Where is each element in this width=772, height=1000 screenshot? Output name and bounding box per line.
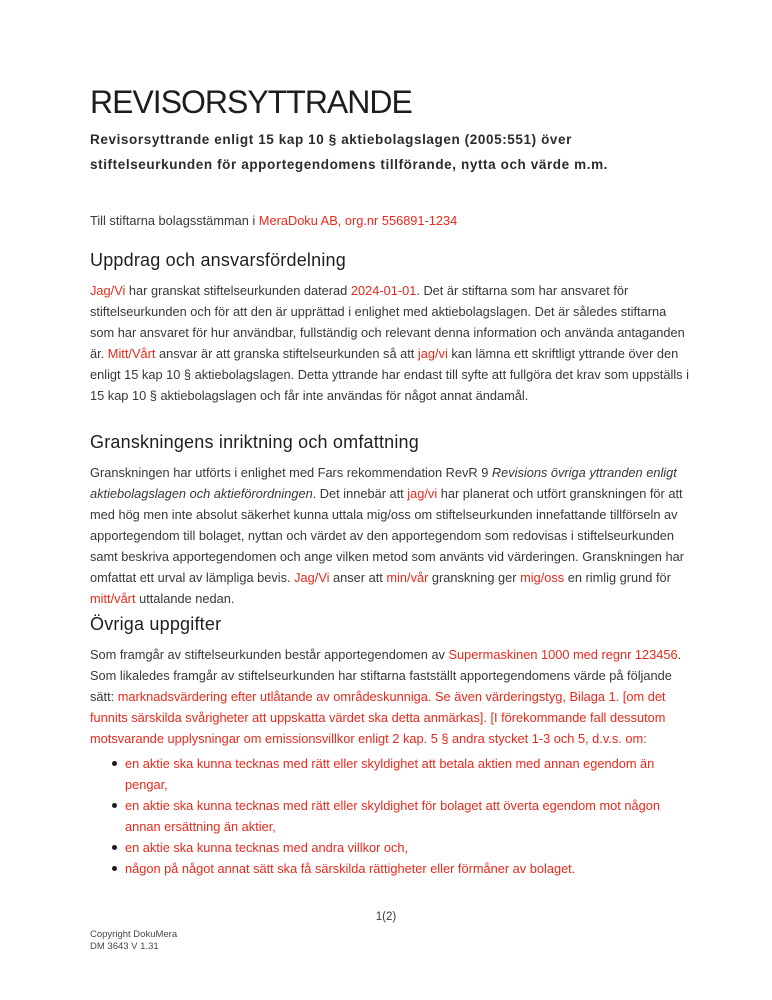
- text-run: kan lämna ett skriftligt yttrande över den enligt 15 kap 10 § aktiebolagslagen. Detta yttrande har endast till syfte att fullgöra det krav som uppställs i 15 kap 10 § aktiebolagslagen och får inte användas för något annat ändamål.: [90, 346, 689, 403]
- text-run: Revisions övriga yttranden enligt aktiebolagslagen och aktieförordningen: [90, 465, 677, 501]
- document-title: REVISORSYTTRANDE: [90, 84, 412, 120]
- text-run: Som framgår av stiftelseurkunden består apportegendomen av: [90, 647, 449, 662]
- section-paragraph: [90, 280, 689, 406]
- text-run: Jag/Vi: [294, 570, 330, 585]
- copyright-line: Copyright DokuMera: [90, 929, 178, 940]
- document-subtitle: Revisorsyttrande enligt 15 kap 10 § aktiebolagslagen (2005:551) över stiftelseurkunden för apportegendomens tillförande, nytta och värde m.m.: [90, 132, 609, 172]
- text-run: . Det är stiftarna som har ansvaret för stiftelseurkunden och för att den är upprättad i enlighet med aktiebolagslagen. Det är således stiftarna som har ansvaret för hur användbar, fullständig och relevant denna information och använda antaganden är.: [90, 283, 685, 361]
- bullet-item: en aktie ska kunna tecknas med rätt eller skyldighet för bolaget att överta egendom mot någon annan ersättning än aktier,: [90, 795, 689, 837]
- text-run: jag/vi: [407, 486, 438, 501]
- text-run: Jag/Vi: [90, 283, 126, 298]
- text-run: granskning ger: [428, 570, 521, 585]
- section-uppdrag: [90, 250, 689, 406]
- recipient-prefix: Till stiftarna bolagsstämman i: [90, 213, 259, 228]
- section-paragraph: [90, 644, 689, 749]
- section-ovriga-uppgifter: [90, 614, 689, 879]
- bullet-item: en aktie ska kunna tecknas med rätt eller skyldighet att betala aktien med annan egendom än pengar,: [90, 753, 689, 795]
- bullet-item: en aktie ska kunna tecknas med andra villkor och,: [90, 837, 689, 858]
- page-number: 1(2): [375, 911, 397, 923]
- text-run: mitt/vårt: [90, 591, 136, 606]
- text-run: anser att: [329, 570, 387, 585]
- text-run: mig/oss: [520, 570, 565, 585]
- section-heading-uppdrag: Uppdrag och ansvarsfördelning: [90, 250, 346, 270]
- version-line: DM 3643 V 1.31: [90, 941, 159, 952]
- text-run: har planerat och utfört granskningen för att med hög men inte absolut säkerhet kunna uttala mig/oss om stiftelseurkunden innefattande tillförseln av apportegendom till bolaget, nyttan och värdet av den apportegendom som redovisas i stiftelseurkunden samt beskriva apportegendomen och ange vilken metod som använts vid värderingen. Granskningen har omfattat ett urval av lämpliga bevis.: [90, 486, 684, 585]
- copyright-block: [90, 929, 177, 953]
- text-run: uttalande nedan.: [135, 591, 235, 606]
- section-heading-ovriga-uppgifter: Övriga uppgifter: [90, 614, 222, 634]
- text-run: har granskat stiftelseurkunden daterad: [125, 283, 351, 298]
- text-run: 2024-01-01: [350, 283, 417, 298]
- text-run: marknadsvärdering efter utlåtande av områdeskunniga. Se även värderingstyg, Bilaga 1. [om det funnits särskilda svårigheter att uppskatta värdet ska detta anmärkas]. [I förekommande fall dessutom motsvarande upplysningar om emissionsvillkor enligt 2 kap. 5 § andra stycket 1-3 och 5, d.v.s. om:: [90, 689, 666, 746]
- text-run: min/vår: [386, 570, 429, 585]
- section-paragraph: [90, 462, 689, 609]
- bullet-item: någon på något annat sätt ska få särskilda rättigheter eller förmåner av bolaget.: [90, 858, 689, 879]
- text-run: . Som likaledes framgår av stiftelseurkunden har stiftarna fastställt apportegendomens värde på följande sätt:: [90, 647, 682, 704]
- text-run: ansvar är att granska stiftelseurkunden så att: [155, 346, 418, 361]
- section-granskning: [90, 432, 689, 609]
- conditions-bullet-list: [90, 753, 689, 879]
- text-run: Supermaskinen 1000 med regnr 123456: [448, 647, 678, 662]
- text-run: jag/vi: [417, 346, 448, 361]
- recipient-line: [90, 211, 690, 230]
- text-run: en rimlig grund för: [564, 570, 671, 585]
- recipient-company: MeraDoku AB, org.nr 556891-1234: [258, 213, 458, 228]
- section-heading-granskning: Granskningens inriktning och omfattning: [90, 432, 419, 452]
- text-run: Granskningen har utförts i enlighet med Fars rekommendation RevR 9: [90, 465, 492, 480]
- text-run: . Det innebär att: [312, 486, 408, 501]
- text-run: Mitt/Vårt: [107, 346, 156, 361]
